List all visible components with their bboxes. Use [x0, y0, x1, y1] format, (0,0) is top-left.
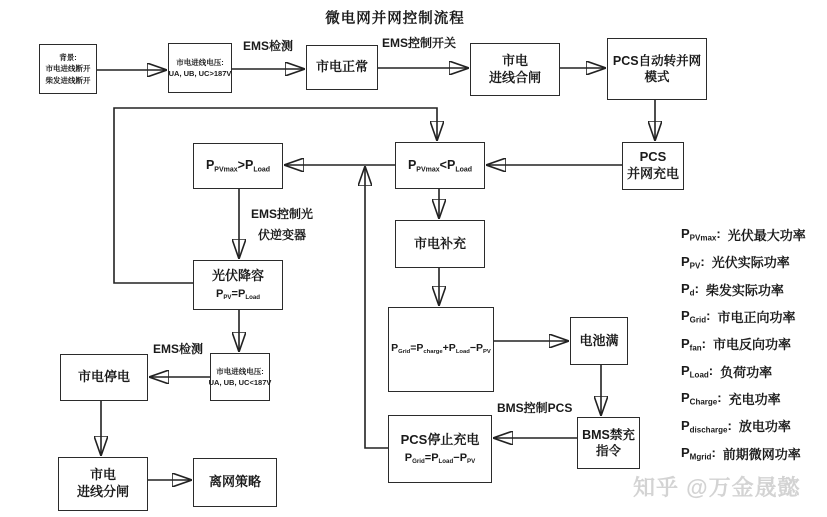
legend-symbol: $P_{fan}$: [681, 335, 707, 353]
legend-desc: 充电功率 [728, 391, 781, 407]
legend-desc: 柴发实际功率 [705, 282, 784, 298]
node-label: 离网策略 [208, 474, 261, 490]
node-formula: $P_{PVmax}<P_{Load}$ [407, 157, 473, 174]
legend-item [681, 221, 806, 248]
legend-desc: 市电反向功率 [713, 337, 792, 353]
edge-label-ems-detect-1: EMS检测 [243, 39, 294, 53]
legend-item [681, 248, 806, 275]
diagram-title: 微电网并网控制流程 [325, 11, 465, 27]
node-label: UA, UB, UC<187V [208, 378, 272, 387]
legend-desc: 放电功率 [738, 419, 791, 435]
legend-symbol: $P_{Load}$: [681, 362, 714, 380]
node-label: 进线分闸 [76, 484, 129, 499]
legend-item [681, 412, 806, 439]
edge-pcs-stop-feedback [365, 167, 388, 448]
node-label: 进线合闸 [488, 69, 541, 85]
node-label: 市电进线电压: [216, 366, 264, 376]
edge-label-ems-control-pv [246, 204, 318, 246]
node-mains-incoming-close [470, 43, 560, 96]
node-label: 市电正常 [315, 59, 368, 75]
node-pcs-stop-charge [388, 415, 492, 483]
node-mains-normal [306, 45, 378, 90]
node-mains-outage [60, 354, 148, 401]
legend-symbol: $P_{PVmax}$: [681, 226, 721, 243]
node-formula: $P_{Grid}=P_{charge}+P_{Load}-P_{PV}$ [391, 342, 491, 356]
node-label: 并网充电 [626, 166, 679, 181]
node-label: UA, UB, UC>187V [168, 69, 232, 78]
node-pvmax-lt-load [395, 142, 485, 189]
node-label: 指令 [595, 444, 621, 458]
node-mains-supplement [395, 220, 485, 268]
node-label: 市电停电 [77, 369, 130, 385]
node-offgrid-strategy [193, 458, 277, 507]
legend-desc: 光伏实际功率 [711, 255, 790, 271]
legend-symbol: $P_{Grid}$: [681, 308, 711, 325]
legend-item [681, 439, 806, 466]
legend-symbol: $P_{PV}$: [681, 253, 705, 271]
node-formula: $P_{PVmax}>P_{Load}$ [205, 158, 271, 174]
node-label: 市电进线断开 [45, 64, 91, 74]
legend-desc: 负荷功率 [720, 364, 773, 380]
node-mains-incoming-open [58, 457, 148, 511]
edge-label-ems-control-switch: EMS控制开关 [382, 36, 457, 50]
node-label: PCS停止充电 [400, 431, 480, 447]
node-label: 市电进线电压: [176, 57, 224, 67]
legend-desc: 光伏最大功率 [727, 228, 806, 244]
node-pvmax-gt-load [193, 143, 283, 189]
node-label: PCS自动转并网 [612, 53, 702, 68]
node-pcs-grid-charge [622, 142, 684, 190]
legend-item [681, 357, 806, 384]
node-formula: $P_{PV}=P_{Load}$ [215, 287, 261, 302]
node-label: BMS禁充 [582, 427, 635, 442]
node-mains-voltage-low [210, 353, 270, 401]
legend-desc: 前期微网功率 [722, 446, 801, 462]
node-label: 市电补充 [413, 235, 466, 251]
edge-label-bms-control-pcs: BMS控制PCS [497, 401, 573, 415]
node-initial-state [39, 44, 97, 94]
legend-symbol: $P_d$: [681, 281, 699, 298]
edge-derate-loop-to-pvlt [114, 108, 437, 283]
node-pv-derate [193, 260, 283, 310]
node-label: 光伏降容 [211, 267, 264, 283]
edge-label-line: 伏逆变器 [257, 228, 306, 242]
node-bms-forbid-charge [577, 417, 640, 469]
legend-item [681, 385, 806, 412]
node-pcs-auto-grid-mode [607, 38, 707, 100]
node-label: 市电 [501, 52, 528, 68]
node-label: 模式 [644, 70, 670, 84]
node-label: PCS [639, 149, 667, 165]
node-label: 市电 [89, 467, 116, 483]
legend-item [681, 276, 806, 303]
node-label: 柴发进线断开 [45, 75, 91, 85]
legend-desc: 市电正向功率 [717, 310, 796, 326]
node-mains-voltage-ok [168, 43, 232, 93]
legend-symbol: $P_{Mgrid}$: [681, 444, 716, 462]
legend-symbol: $P_{Charge}$: [681, 390, 722, 407]
power-symbol-legend [681, 221, 806, 467]
legend-item [681, 303, 806, 330]
node-label: 电池满 [579, 332, 619, 348]
zhihu-watermark: 知乎 @万金晟懿 [633, 475, 801, 500]
node-grid-power-formula [388, 307, 494, 392]
node-battery-full [570, 317, 628, 365]
legend-item [681, 330, 806, 357]
node-label: 背景: [59, 53, 77, 63]
legend-symbol: $P_{discharge}$: [681, 417, 732, 434]
edge-label-line: EMS控制光 [250, 207, 313, 221]
node-formula: $P_{Grid}=P_{Load}-P_{PV}$ [404, 451, 476, 466]
edge-label-ems-detect-2: EMS检测 [153, 342, 204, 356]
